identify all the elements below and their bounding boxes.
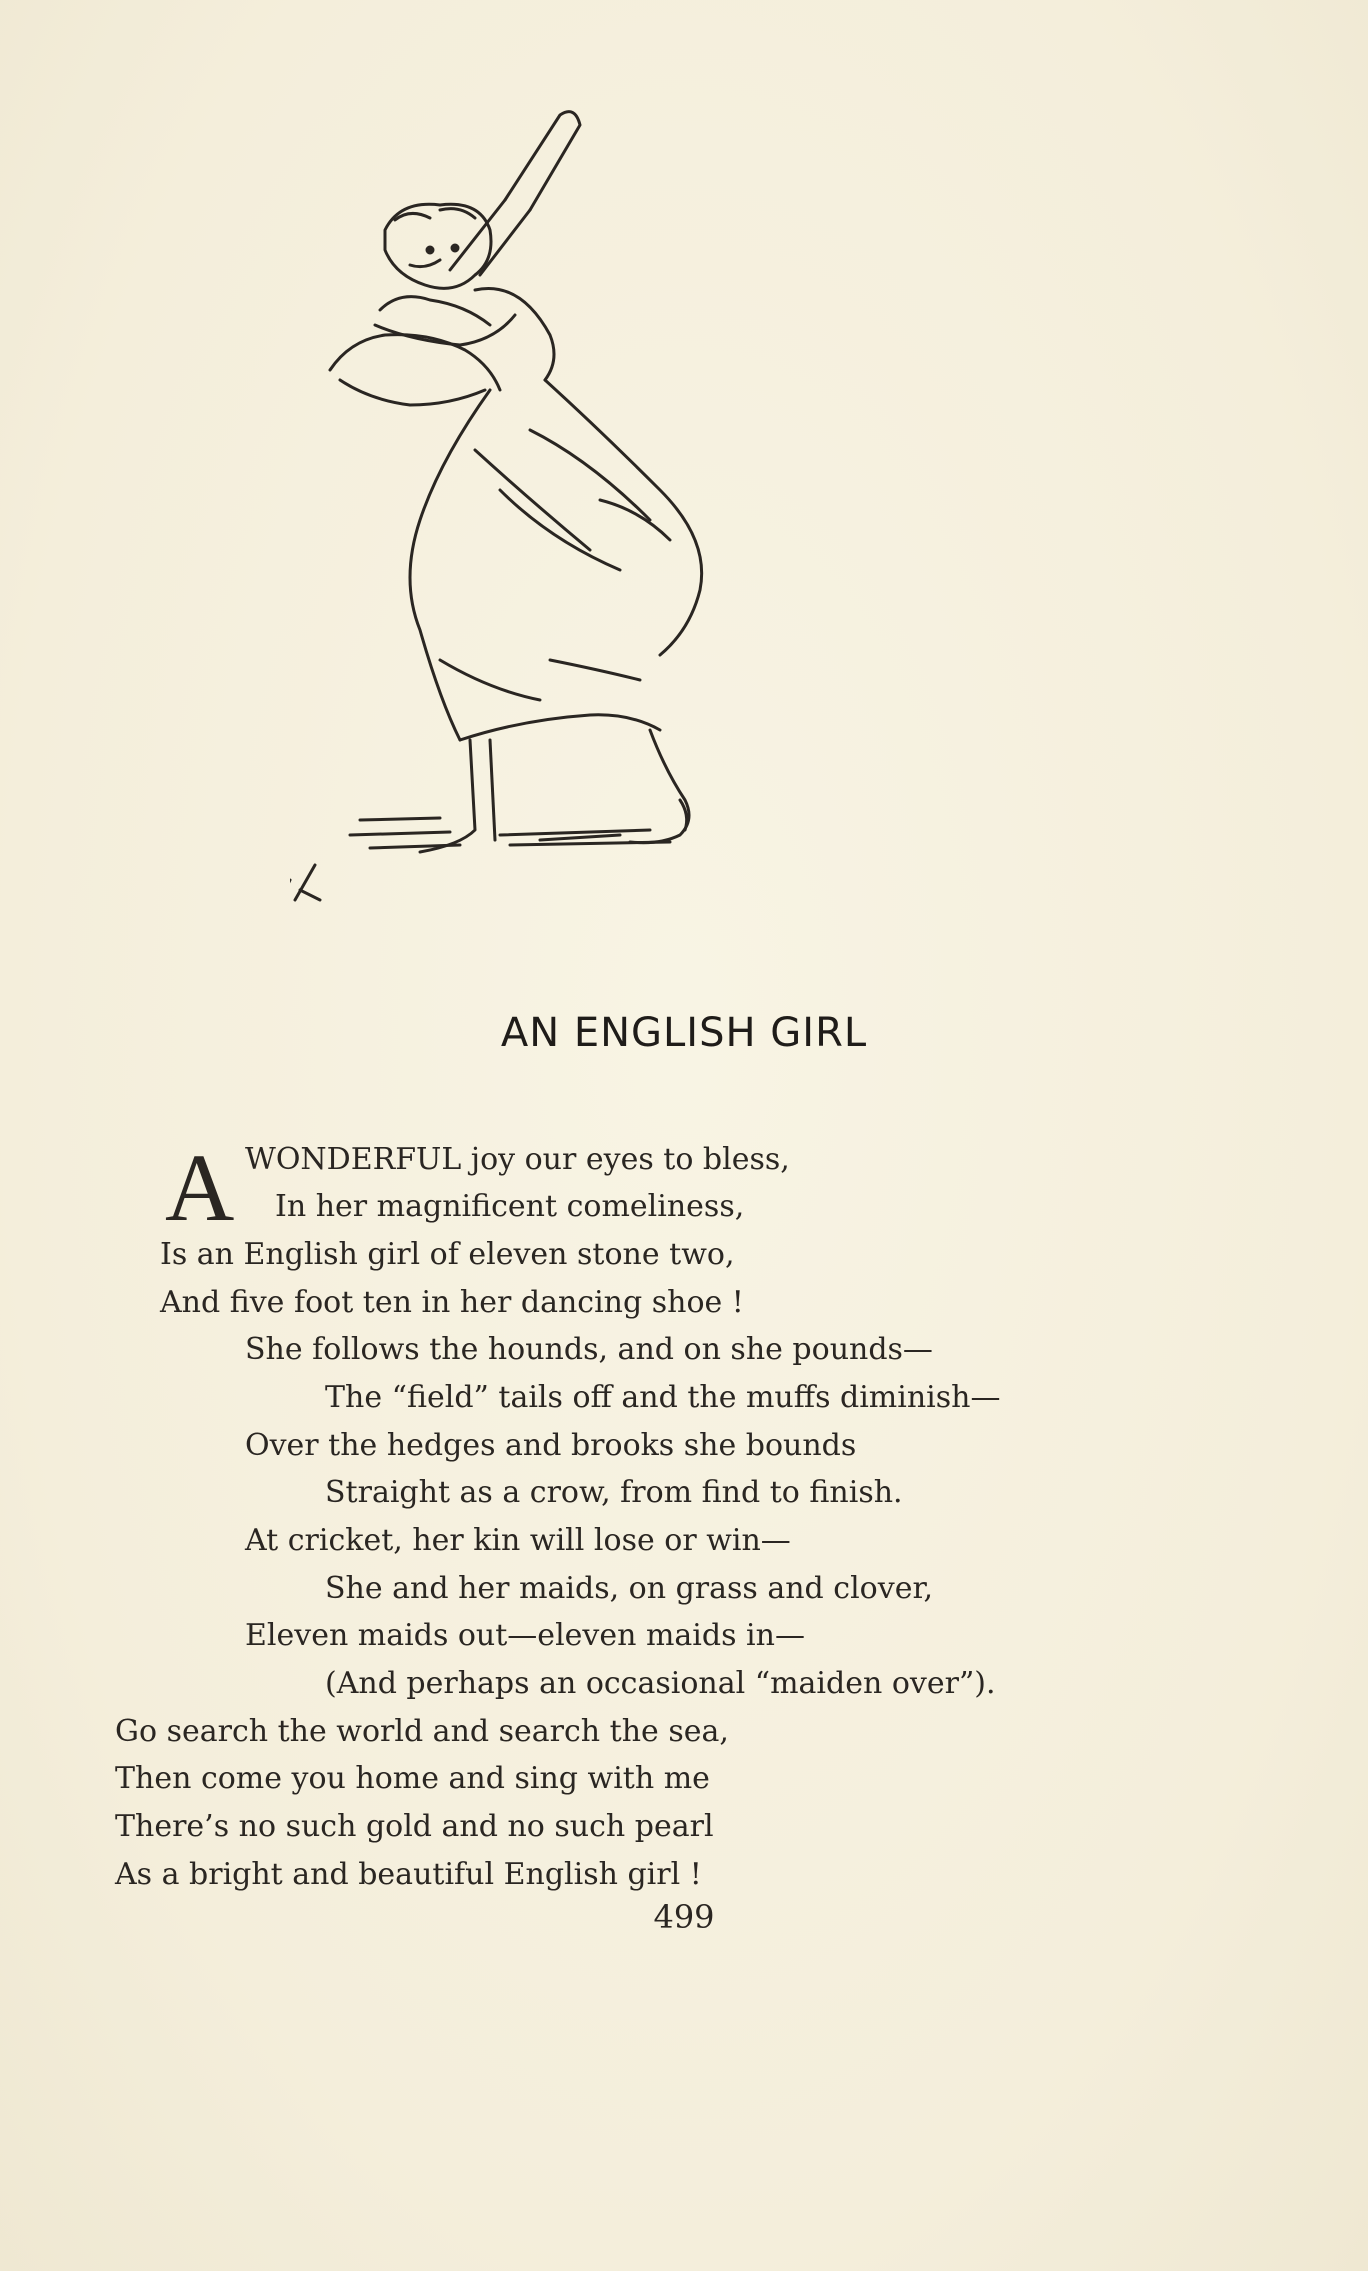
girl-with-cricket-bat-icon (290, 100, 870, 960)
page-number: 499 (653, 1898, 715, 1936)
poem-line: Over the hedges and brooks she bounds (245, 1428, 857, 1463)
illustration-girl-with-bat (290, 100, 870, 960)
poem-line: As a bright and beautiful English girl ! (115, 1857, 702, 1892)
poem-line: She and her maids, on grass and clover, (325, 1571, 934, 1606)
poem-line: The “field” tails off and the muffs diminish— (325, 1380, 1001, 1415)
poem-line: Straight as a crow, from find to finish. (325, 1475, 903, 1510)
poem-line: WONDERFUL joy our eyes to bless, (245, 1142, 790, 1177)
poem-line: In her magnificent comeliness, (275, 1189, 745, 1224)
poem-title: AN ENGLISH GIRL (500, 1010, 868, 1056)
artist-monogram-icon (290, 865, 320, 900)
poem-line: Eleven maids out—eleven maids in— (245, 1618, 805, 1653)
poem-line: And five foot ten in her dancing shoe ! (160, 1285, 744, 1320)
poem-line: At cricket, her kin will lose or win— (245, 1523, 791, 1558)
poem-line: Is an English girl of eleven stone two, (160, 1237, 735, 1272)
poem-line: Go search the world and search the sea, (115, 1714, 729, 1749)
poem-line: (And perhaps an occasional “maiden over”). (325, 1666, 996, 1701)
poem-line: She follows the hounds, and on she pounds— (245, 1332, 933, 1367)
poem-line: Then come you home and sing with me (115, 1761, 710, 1796)
drop-cap: A (165, 1134, 235, 1241)
poem-line: There’s no such gold and no such pearl (115, 1809, 714, 1844)
